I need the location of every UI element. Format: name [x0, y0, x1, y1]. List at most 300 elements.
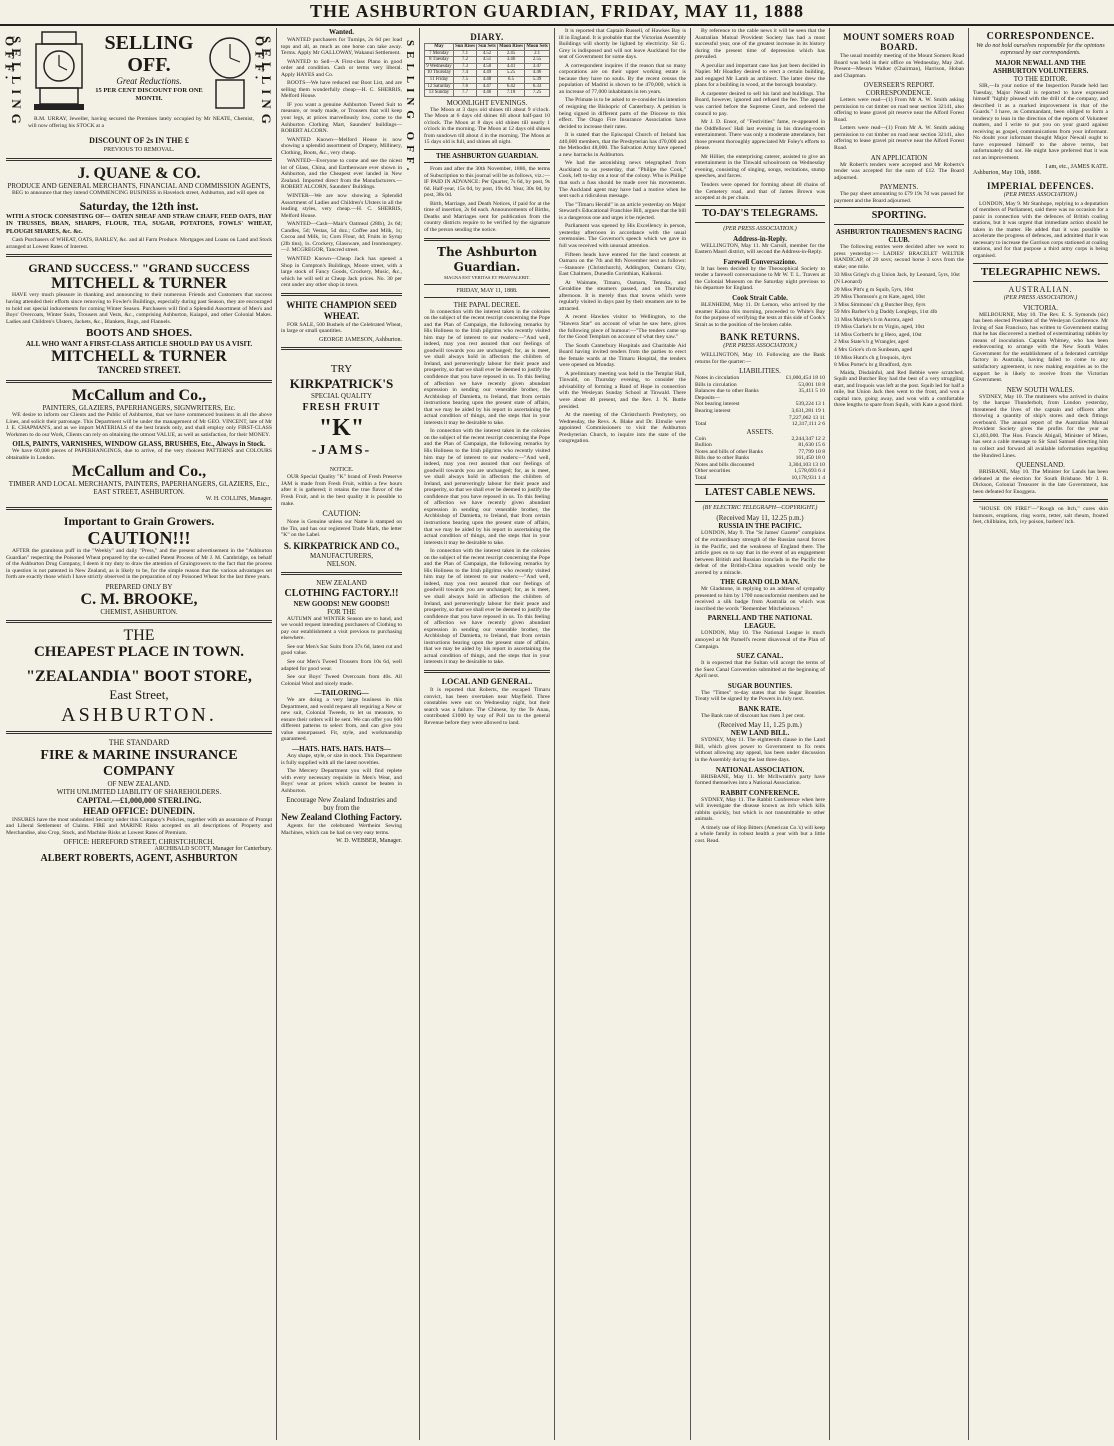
masthead: THE ASHBURTON GUARDIAN, FRIDAY, MAY 11, 1888 — [0, 0, 1114, 26]
bank-row-amount: 161,450 18 0 — [795, 455, 825, 462]
bank-row-amount: 3,304,103 13 10 — [788, 461, 825, 468]
racing-club-heading: ASHBURTON TRADESMEN'S RACING CLUB. — [835, 228, 963, 245]
diary-cell: 4.48 — [477, 76, 498, 83]
column-rule — [419, 28, 420, 1440]
paper-title: The Ashburton Guardian. — [437, 244, 537, 274]
motto: MAGNA EST VERITAS ET PRAEVALEBIT. — [444, 274, 530, 280]
sugar-heading: SUGAR BOUNTIES. — [727, 681, 793, 690]
bank-row-label: Balances due to other Banks — [695, 388, 759, 395]
tancred-street: TANCRED STREET. — [97, 365, 181, 376]
special-quality: SPECIAL QUALITY — [311, 392, 372, 401]
nelson: NELSON. — [326, 559, 357, 568]
bank-row-amount: 81,630 15 6 — [798, 442, 825, 449]
land-bill-body: SYDNEY, May 11. The eighteenth clause in the Land Bill, which gives power to Government to fix rents without allowing any appeal, has been under discussion in the Assembly during the last three days. — [695, 737, 825, 764]
diary-cell: 7.6 — [453, 83, 476, 90]
brooke-chemist: CHEMIST, ASHBURTON. — [100, 607, 178, 616]
see-trousers: See our Men's Tweed Trousers from 10s 6d, well adapted for good wear. — [281, 658, 402, 672]
victoria-heading: VICTORIA. — [1022, 303, 1059, 312]
head-office: HEAD OFFICE: DUNEDIN. — [83, 805, 195, 816]
ensor-entertainment: Mr J. D. Ensor, of "Festivities" fame, re-appeared in the Oddfellows' Hall last evening in his drawing-room entertainment. There was only a moderate attendance, but those present thoroughly appreciated Mr Foley's efforts to please. — [695, 119, 825, 152]
bank-row-amount: 539,224 13 1 — [795, 401, 825, 408]
column-4 — [559, 28, 686, 1438]
column-2 — [281, 28, 402, 1438]
diary-header-cell: Sun Rises — [455, 44, 475, 49]
caution-heading: CAUTION!!! — [87, 527, 191, 548]
wanted-ad-1: WANTED purchasers for Turnips, 2s 6d per load tops and all, as much as one horse can take away. Terms. Apply Mr GALLOWAY, Wakanui Settlement. — [281, 37, 402, 57]
national-assoc-heading: NATIONAL ASSOCIATION. — [715, 765, 805, 774]
of-new-zealand: OF NEW ZEALAND. — [107, 779, 171, 788]
diary-row — [425, 90, 550, 97]
bank-row-label: Deposits— — [695, 394, 721, 401]
russia-heading: RUSSIA IN THE PACIFIC. — [718, 522, 802, 531]
news-item-1: It is reported that Captain Russell, of Hawkes Bay is ill in England. It is probable that the Victorian Assembly Buildings will shortly be lighted by electricity. Sir G. Grey is indisposed and will not leave Auckland for the seat of Government for some days. — [559, 28, 686, 61]
cemetery-tenders: Tenders were opened for forming about 40 chains of the Cemetery road, and that of James Brown was accepted at 4s per chain. — [695, 182, 825, 202]
moonlight-heading: MOONLIGHT EVENINGS. — [446, 98, 528, 107]
diary-cell: 3.47 — [525, 63, 550, 70]
mccallum-subtitle: PAINTERS, GLAZIERS, PAPERHANGERS, SIGNWRITERS, Etc. — [42, 404, 236, 413]
diary-cell: 7.7 — [453, 90, 476, 97]
quane-cash: Cash Purchasers of WHEAT, OATS, BARLEY, &c. and all Farm Produce. Mortgages and Loans on Land and Stock arranged at Lowest Rates of Interest. — [6, 237, 272, 250]
mccallum-title: McCallum and Co., — [71, 387, 207, 405]
timber-merchants: TIMBER AND LOCAL MERCHANTS, PAINTERS, PAPERHANGERS, GLAZIERS, Etc., — [8, 480, 270, 489]
farewell-heading: Farewell Conversazione. — [723, 257, 797, 266]
moonlight-body: The Moon at 3 days old shines till about 9 o'clock. The Moon at 6 days old shines till about half-past 10 o'clock. The Moon at 8 days old shines till nearly 1 o'clock in the morning. The Moon at 12 days old shines from sundown till about 4 in the morning. The Moon at 15 days old is full, and shines all night. — [424, 106, 550, 146]
new-goods: NEW GOODS! NEW GOODS!! — [293, 599, 390, 608]
suez-heading: SUEZ CANAL. — [736, 652, 784, 661]
race-entry: 20 Miss Pitt's g m Squib, 5yrs, 10st — [834, 286, 914, 293]
imperial-defences-heading: IMPERIAL DEFENCES. — [986, 180, 1094, 191]
race-entry: 8 Miss Porter's br g Bradford, 4yrs — [834, 362, 912, 369]
land-bill-heading: NEW LAND BILL. — [730, 729, 790, 738]
albert-roberts: ALBERT ROBERTS, AGENT, ASHBURTON — [40, 852, 238, 864]
suez-body: It is expected that the Sultan will accept the terms of the Suez Canal Convention submitted at the beginning of April next. — [695, 660, 825, 680]
news-item-2: A correspondent inquires if the reason that so many corporations are on their upper working estate is because they have no souls. By the recent census the population of Madrid is shown to be 470,000, which is an increase of 77,000 inhabitants in ten years. — [559, 62, 686, 95]
column-rule — [690, 28, 691, 1440]
side-text-right: SELLING OFF. — [252, 36, 275, 129]
bank-row-label: Bearing interest — [695, 407, 731, 414]
correspondence-note: We do not hold ourselves responsible for the opinions expressed by our correspondents. — [976, 43, 1105, 56]
autumn-text: AUTUMN and WINTER Season are to hand, and we would request intending purchasers of Clothing to pay our establishment a visit previous to purchasing elsewhere. — [281, 615, 402, 642]
diary-cell: 7.5 — [453, 76, 476, 83]
liabilities-table — [695, 375, 825, 427]
nsw-body: SYDNEY, May 10. The mutineers who arrived in chains by the barque Thunderbolt, from London yesterday, threatened the lives of the captain and officers after throwing a quantity of ship's stores and deck fittings overboard. The annual report of the Australian Mutual Provident Society gives the profits for the year as £1,403,000. The Hon. Francis Abigail, Minister of Mines, has sent a cable message to Sir Saul Samuel directing him to collect and forward all available information regarding the Hundred Lines. — [973, 393, 1108, 459]
race-entries — [834, 272, 964, 368]
bank-row-label: Notes and bills of other Banks — [695, 448, 763, 455]
mitchell-title: MITCHELL & TURNER — [51, 275, 227, 293]
tailoring-heading: —TAILORING— — [314, 689, 369, 698]
bank-rate-body: The Bank rate of discount has risen 3 per cent. — [701, 712, 806, 719]
side-text-left: SELLING OFF. — [2, 36, 25, 129]
bank-row-amount: 3,631,281 19 1 — [791, 407, 825, 414]
k-brand: "K" — [318, 415, 365, 442]
diary-cell: 12 Saturday — [425, 83, 454, 90]
great-reductions: Great Reductions. — [116, 76, 182, 86]
clock-illustration — [28, 28, 90, 118]
bank-press: (PER PRESS ASSOCIATION.) — [723, 343, 797, 350]
diary-row — [425, 70, 550, 77]
diary-cell: 7.25 — [525, 90, 550, 97]
news-item-4: It is stated that the Episcopal Church of Ireland has 440,000 members, that the Presbyterian has 470,000 and the Methodist 48,000. The Salvation Army have opened a new barracks in Ashburton. — [559, 132, 686, 158]
nsw-heading: NEW SOUTH WALES. — [1006, 385, 1075, 394]
application-heading: AN APPLICATION — [870, 153, 928, 162]
payments-heading: PAYMENTS. — [879, 183, 919, 192]
column-7 — [973, 28, 1108, 1438]
payments-body: The pay sheet amounting to £79 19s 7d was passed for payment and the Board adjourned. — [834, 191, 964, 204]
race-entry: 3 Miss Simmons' ch g Butcher Boy, 6yrs — [834, 301, 926, 308]
jams-heading: -JAMS- — [311, 443, 372, 459]
mount-somers-heading: MOUNT SOMERS ROAD BOARD. — [843, 32, 955, 52]
diary-cell: 13 Sunday — [425, 90, 454, 97]
diary-header-cell: May — [425, 44, 454, 51]
letter-signature: I am, etc., JAMES KATE. — [1045, 163, 1108, 170]
bank-row-label: Total — [695, 474, 707, 481]
bank-row-amount: 53,001 18 8 — [798, 381, 825, 388]
notice-body: OUR Special Quality "K" brand of Fresh Preserve JAM is made from Fresh Fruit, within a few hours after it is gathered; it retains the true flavor of the Fresh Fruit, and is the best quality it is possible to make. — [281, 474, 402, 507]
column-3 — [424, 28, 550, 1438]
kirkpatrick-heading: KIRKPATRICK'S — [289, 376, 394, 392]
bank-row-label: Bills in circulation — [695, 381, 737, 388]
major-newall-body: SIR,—In your notice of the Inspection Parade held last Tuesday, Major Newall is reported to have expressed himself "highly pleased with the drill of the company, and described it as a marked improvement in that of the Guards." I have, as Commandant, been obliged to form a tendency to lean in the direction of the reports of Volunteer matters, and I write to put you on your guard against receiving as gospel, communications from your informant. No doubt your informant thought Major Newall ought to have expressed himself to the above terms, but unfortunately did not. He might have preferred that it was not an improvement. — [973, 83, 1108, 162]
archibald-scott: ARCHIBALD SCOTT, Manager for Canterbury. — [154, 846, 272, 853]
diary-cell: 2.1 — [525, 50, 550, 57]
diary-cell: 7.1 — [453, 50, 476, 57]
news-item-12: A preliminary meeting was held in the Templar Hall, Tinwald, on Thursday evening, to consider the advisability of forming a Band of Hope in connection with the Wesleyan Sunday School at Tinwald. There were about 40 present, and the Rev. J. N. Buttle presided. — [559, 370, 686, 410]
bank-row-label: Not bearing interest — [695, 401, 740, 408]
diary-cell: 7 Monday — [425, 50, 454, 57]
caution-body: AFTER the gratuitous puff in the "Weekly" and daily "Press," and the present advertisement in the "Ashburton Guardian" respecting the Poisoned Wheat prepared by the so-called Patent Process of Mr J. M. Cambridge, on behalf of the Ashburton Drug Company, I deem it my duty to draw the attention of Graingrowers to the fact that the process in question is not patented in New Zealand, as is likely to be, for the simple reason that the various advantages set forth are exactly those which I have strictly observed in the preparation of my Poisoned Wheat for the last three years. — [6, 547, 272, 581]
amp-society: By reference to the cable news it will be seen that the Australian Mutual Provident Society has had a most successful year, one of the greatest increase in its history during the present time of depression which has prevailed. — [695, 28, 825, 61]
news-item-5: We had the astonishing news telegraphed from Auckland to us yesterday, that "Philipe the Cook," Cook, left to-day on a tour of the colony. Who is Philipe that such a fuss should be made over his movements. The Auckland agent may have had a motive when he sent such a ridiculous message. — [559, 160, 686, 200]
insures-text: INSURES have the most undoubted Security under this Company's Policies, together with an assurance of Prompt and Liberal Settlement of Claims. FIRE and MARINE Risks accepted on all descriptions of Property and Merchandise, also Crop, Stock, and Machine Risks at Lowest Rates of Premium. — [6, 816, 272, 836]
quane-stock: WITH A STOCK CONSISTING OF— OATEN SHEAF AND STRAW CHAFF, FEED OATS, HAY IN TRUSSES, BRAN, SHARPS, FLOUR, TEA, SUGAR, POTATOES, FOWLS' WHEAT, PLOUGH SHARES, &c. &c. — [6, 212, 272, 235]
seed-wheat-body: FOR SALE, 500 Bushels of the Celebrated Wheat, in large or small quantities. — [281, 321, 402, 335]
diary-header-cell: Sun Sets — [478, 44, 496, 49]
diary-row — [425, 57, 550, 64]
grand-success: GRAND SUCCESS." "GRAND SUCCESS — [28, 261, 250, 276]
news-item-7: Parliament was opened by His Excellency in person, yesterday afternoon in accordance with the usual ceremonies. The Governor's speech which we gave in full was received with unusual attention. — [559, 223, 686, 249]
cheapest-place: CHEAPEST PLACE IN TOWN. — [33, 643, 245, 660]
application-body: Mr Robert's tenders were accepted and Mr Roberts's tender was accepted for the sum of £12. The Board adjourned. — [834, 161, 964, 181]
murray-ad-text: R.M. URRAY, Jeweller, having secured the Premises lately occupied by Mr NEATE, Chemist, will now offering his STOCK at a — [28, 116, 254, 129]
news-item-13: At the meeting of the Christchurch Presbytery, on Wednesday, the Revs. A. Blake and Dr. Elmslie were appointed Commissioners to visit the Ashburton Presbyterian Church, to inquire into the state of the congregation. — [559, 412, 686, 445]
racing-body: The following entries were decided after we went to press yesterday:— LADIES' BRACELET WELTER HANDICAP, of 20 sovs; second horse 3 sovs from the stake; one mile. — [834, 244, 964, 270]
notice-heading: NOTICE. — [329, 467, 354, 474]
bank-row-label: Bullion — [695, 442, 712, 449]
selling-off-ad — [2, 28, 275, 136]
news-item-6: The "Timaru Herald" in an article yesterday on Major Steward's Educational Franchise Bill, argues that the bill is a dangerous one and urges it be rejected. — [559, 201, 686, 221]
queensland-heading: QUEENSLAND. — [1016, 461, 1065, 470]
diary-cell: 8 Tuesday — [425, 57, 454, 64]
diary-cell: 7.4 — [453, 70, 476, 77]
news-item-9: At Waimate, Timaru, Oamaru, Temuka, and Geraldine the steamers passed, and on Thursday afternoon. It is merely thus that towns which were regularly visited in days past by their steamers are to be attracted. — [559, 279, 686, 312]
diary-table — [424, 43, 550, 97]
paperhangings-text: We have 60,000 pieces of PAPERHANGINGS, due to arrive, of the very choicest PATTERNS and COLOURS obtainable in London. — [6, 448, 272, 461]
births-notice: Birth, Marriage, and Death Notices, if paid for at the time of insertion, 2s 6d each. Announcements of Births, Deaths and Marriages sent for publication from the country districts require to be verified by the signature of the person sending the notice. — [424, 200, 550, 233]
latest-cable-sub: (BY ELECTRIC TELEGRAPH—COPYRIGHT.) — [702, 505, 818, 512]
australian-press: (PER PRESS ASSOCIATION.) — [1003, 294, 1078, 301]
issue-date: FRIDAY, MAY 11, 1888. — [424, 284, 550, 298]
news-item-11: The South Canterbury Hospitals and Charitable Aid Board having invited tenders from the parties to erect the female wards at the Timaru Hospital, the tenders were opened on Monday. — [559, 342, 686, 369]
diary-cell: 2.45 — [497, 50, 524, 57]
diary-header-cell: Moon Sets — [526, 44, 548, 49]
column-6 — [834, 28, 964, 1438]
selling-off-title: SELLING OFF. — [104, 32, 194, 76]
rough-on-itch-ad: "HOUSE ON FIRE!"—"Rough on Itch," cures skin humours, eruptions, ring worm, tetter, salt rheum, frosted feet, chilblains, itch, ivy poison, barbers' itch. — [973, 506, 1108, 526]
bank-row-label: Notes in circulation — [695, 375, 740, 382]
capital: CAPITAL—£1,000,000 STERLING. — [76, 795, 202, 805]
assets-heading: ASSETS. — [746, 427, 774, 436]
brooke-name: C. M. BROOKE, — [80, 590, 198, 608]
diary-cell: 6.33 — [525, 83, 550, 90]
quane-subtitle: PRODUCE AND GENERAL MERCHANTS, FINANCIAL AND COMMISSION AGENTS, — [7, 182, 271, 190]
diary-cell: 4.41 — [497, 63, 524, 70]
papal-decree-body-2: In connection with the interest taken in the colonies on the subject of the recent rescript concerning the Pope and the Plan of Campaign, the following remarks by His Holiness to the Irish pilgrims who recently visited him may be of interest to our readers:—"And well, indeed, may you rest assured that our feelings of goodwill towards you are unchanged; for, as is meet, we shall always hold in affection the children of Ireland, and perseveringly labour for their peace and prosperity, so that we shall ever be deemed to justify the confidence that you have reposed in us. To this feeling of affection we have recently given abundant expression in sending our venerable brother, the Archbishop of Damietta, to Ireland, that from certain instructions bearing upon the present state of affairs, that we may be aided by his report in ascertaining the actual condition of things, and the steps that in your interests it may be desirable to take. — [424, 428, 550, 546]
national-assoc-body: BRISBANE, May 11. Mr McIlwraith's party have formed themselves into a National Association. — [695, 773, 825, 787]
see-overcoats: See our Boys' Tweed Overcoats from 40s. All Colonial Wool and nicely made. — [281, 674, 402, 687]
diary-cell: 4.51 — [477, 57, 498, 64]
overseer-heading: OVERSEER'S REPORT. — [863, 81, 935, 90]
mccallum-body: WE desire to inform our Clients and the Public of Ashburton, that we have commenced business in all the above Lines, and solicit their patronage. This Department will be under the management of Mr GEO. VINCENT, late of Mr J. E. CHAPMAN'S, and as we import MATERIALS of the best brands only, and shall employ only FIRST-CLASS Workmen to do our Work, Clients can rely on obtaining the utmost VALUE, as well as satisfaction, for their MONEY. — [6, 412, 272, 438]
sugar-body: The "Times" to-day states that the Sugar Bounties Treaty will be signed by the Powers in July next. — [695, 689, 825, 703]
kirkpatrick-co: S. KIRKPATRICK AND CO., — [283, 540, 400, 551]
bank-row-amount: 12,317,111 2 6 — [791, 421, 825, 428]
race-entry: 59 Mrs Barber's b g Daddy Longlegs, 11st 4lb — [834, 309, 938, 316]
wanted-heading: Wanted. — [328, 28, 355, 36]
bank-row-label: Total — [695, 421, 707, 428]
imperial-press: (PER PRESS ASSOCIATION.) — [1003, 191, 1078, 198]
imperial-defences-body: LONDON, May 9. Mr Stanhope, replying to a deputation of members of Parliament, said there was no occasion for a panic in connection with the defences of British coaling stations, but it was urgent that immediate action should be taken in the matter. He added that it was possible to accelerate the progress of defences, and admitted that it was necessary to increase the Garrison corps stationed at coaling stations, and for that purpose a third army corps is being organised. — [973, 200, 1108, 260]
quane-date: Saturday, the 12th inst. — [79, 198, 199, 213]
side-text-col2: SELLING OFF. — [404, 40, 416, 176]
to-the-editor: TO THE EDITOR. — [1013, 75, 1068, 83]
diary-cell: 5.25 — [497, 70, 524, 77]
address-reply-heading: Address-in-Reply. — [733, 234, 787, 243]
see-suits: See our Men's Sac Suits from 37s 6d, latest cut and good value. — [281, 643, 402, 657]
race-entry: 4 Mrs Grice's ch m Sunbeam, aged — [834, 346, 913, 353]
local-general-body: It is reported that Roberts, the escaped Timaru convict, has been overtaken near Mayfield. Three constables were out on Wednesday night, but their search was a failure. The Chinese, by the Te Anau, contributed £1000 by way of Poll tax to the general Revenue before they were allowed to land. — [424, 687, 550, 726]
bank-rate-heading: BANK RATE. — [738, 704, 782, 713]
caution-2-body: None is Genuine unless our Name is stamped on the Tin, and has our registered Trade Mark, the letter "K" on the Label. — [281, 519, 402, 539]
diary-cell: 4.50 — [477, 63, 498, 70]
guardian-terms-heading: THE ASHBURTON GUARDIAN. — [424, 149, 550, 163]
diary-cell: 4.46 — [477, 90, 498, 97]
column-rule — [276, 28, 277, 1440]
cook-strait-body: BLENHEIM, May 11. Dr Lemon, who arrived by the steamer Kaitoa this morning, proceeded to White's Bay for the purpose of verifying the tests at this side of Cook's Strait as to the position of the broken cable. — [695, 301, 825, 328]
bank-intro: WELLINGTON, May 10. Following are the Bank returns for the quarter:— — [695, 352, 825, 365]
wanted-ad-3: BOOTS—We have reduced our Boot List, and are selling them wonderfully cheap—H. C. SHERRIS, Melford House. — [281, 80, 402, 100]
seed-wheat-sign: GEORGE JAMESON, Ashburton. — [318, 336, 402, 343]
east-street-address: EAST STREET, ASHBURTON. — [93, 488, 185, 497]
clothing-factory-heading: CLOTHING FACTORY.!! — [284, 587, 399, 599]
grand-old-man-heading: THE GRAND OLD MAN. — [720, 578, 800, 587]
bank-row-amount: £1,000,454 18 10 — [785, 375, 825, 382]
prepared-only-by: PREPARED ONLY BY — [105, 582, 173, 591]
cook-strait-heading: Cook Strait Cable. — [732, 293, 788, 302]
race-entry: 10 Miss Hunt's ch g Iroquois, 4yrs — [834, 354, 911, 361]
rabbit-body: SYDNEY, May 11. The Rabbit Conference when here will investigate the disease known as itch which kills rabbits quickly, but which is not transmittable to other animals. — [695, 796, 825, 823]
diary-row — [425, 50, 550, 57]
diary-cell: 7.18 — [497, 90, 524, 97]
victoria-body: MELBOURNE, May 10. The Rev. E. S. Symonds (sic) has been elected President of the Wesleyan Conference. Mr Irving of San Francisco, has written to Government stating that he has discovered a method of exterminating rabbits by means of inoculation. Captain Whitney, who has been endeavouring to arrange with the New South Wales Government for the establishment of a federated cartridge factory in Australia, having failed to come to any satisfactory agreement, is now making enquiries as to the support he is likely to receive from the Victorian Government. — [973, 311, 1108, 384]
diary-row — [425, 76, 550, 83]
bank-row-label: Notes and bills discounted — [695, 461, 755, 468]
received-1: (Received May 11, 12.25 p.m.) — [716, 514, 804, 523]
diary-cell: 4.52 — [477, 50, 498, 57]
race-entry: 33 Miss Grieg's ch g Union Jack, by Leonard, 5yrs, 10st (N Leonard) — [834, 272, 960, 286]
bank-row-amount: 77,799 10 8 — [798, 448, 825, 455]
race-entry: 19 Miss Clarke's br m Virgin, aged, 10st — [834, 324, 925, 331]
mercery-body: The Mercery Department you will find replete with every necessary requisite in Men's Wear, and Boys' wear at prices which cannot be beaten in Ashburton. — [281, 768, 402, 794]
bank-row-label: Other securities — [695, 468, 731, 475]
diary-cell: 9 Wednesday — [426, 63, 452, 69]
office-address: OFFICE: HEREFORD STREET, CHRISTCHURCH. — [63, 838, 215, 847]
hats-body: Any shape, style, or size in stock. This Department is fully supplied with all the latest novelties. — [281, 753, 402, 766]
race-entry: 29 Miss Thomson's g m Kate, aged, 10st — [834, 294, 925, 301]
for-the: FOR THE — [327, 607, 356, 616]
grand-old-man-body: Mr Gladstone, in replying to an address of sympathy presented to him by 1700 nonconformist members and he received a silk badge from Australia on which was inscribed the words "Remember Mitchelstown." — [695, 586, 825, 612]
mccallum-title-2: McCallum and Co., — [71, 463, 207, 481]
manufacturers: MANUFACTURERS, — [309, 551, 374, 560]
the-standard: THE STANDARD — [108, 737, 170, 747]
webber-manager: W. D. WEBBER, Manager. — [336, 838, 402, 845]
napier-case: A peculiar and important case has just been decided in Napier. Mr Hoadley desired to erect a certain building, and engaged Mr Lamb as architect. The latter drew the plans for a building in wood, at the borough boundary. — [695, 62, 825, 89]
nz-heading: NEW ZEALAND — [316, 578, 367, 587]
news-item-10: A recent Hawkes visitor to Wellington, to the "Hawera Star" on account of what he saw here, gives the following piece of humour:—"The tenders came up for the Good Templars on account of what they saw." — [559, 314, 686, 341]
race-entry: 14 Miss Corbett's br g Hero, aged, 10st — [834, 331, 922, 338]
russia-body: LONDON, May 9. The "St James' Gazette" complains of the extraordinary strength of the Russian naval forces in the Pacific, and the weakness of England there. The article goes on to say that in the event of an engagement between British and Russian ironclads in the Pacific the defeat of the British-China squadron would only be averted by a miracle. — [695, 530, 825, 576]
clock-illustration-right — [206, 28, 254, 118]
quane-title: J. QUANE & CO. — [77, 165, 201, 182]
zealandia-boot-store: "ZEALANDIA" BOOT STORE, — [26, 667, 252, 685]
letter-date: Ashburton, May 10th, 1888. — [973, 170, 1041, 177]
caution-2-heading: CAUTION: — [322, 509, 361, 519]
papal-decree-heading: THE PAPAL DECREE. — [453, 300, 521, 309]
collins-manager: W. H. COLLINS, Manager. — [205, 496, 272, 503]
parnell-body: LONDON, May 10. The National League is much annoyed at Mr Parnell's recent disavowal of the Plan of Campaign. — [695, 630, 825, 650]
encourage-text: Encourage New Zealand Industries and buy from the — [286, 796, 397, 813]
previous-to-removal: PREVIOUS TO REMOVAL. — [103, 147, 175, 153]
news-item-8: Fifteen heads have entered for the land contests at Oamaru on the 7th and 8th November next as follows:—Stannore (Christchurch), Addington, Oamaru City, East Chalmers, Dunedin Corinthian, Kaikorai. — [559, 251, 686, 278]
local-general-heading: LOCAL AND GENERAL. — [441, 677, 533, 687]
correspondence-heading: CORRESPONDENCE. — [986, 31, 1095, 42]
liabilities-heading: LIABILITIES. — [739, 367, 781, 376]
correspondence-body-2: Letters were read—(1) From Mr A. W. Smith asking permission to cut timber on road near section 32141, also offering to lease gravel pit reserve near the Alford Forest Road. — [834, 125, 964, 152]
column-rule — [968, 28, 969, 1440]
race-entry: 31 Miss Marley's b m Aurora, aged — [834, 316, 913, 323]
diary-heading: DIARY. — [470, 32, 504, 42]
diary-cell: 4.47 — [477, 83, 498, 90]
hop-bitters-ad: A timely use of Hop Bitters (American Co.'s) will keep a whole family in robust health a year with but a little cost. Read. — [695, 824, 825, 844]
farewell-body: It has been decided by the Theosophical Society to tender a farewell conversazione to Mr W. T. L. Travers at the Colonial Museum on the Saturday night previous to his departure for England. — [695, 265, 825, 292]
papal-decree-body-3: In connection with the interest taken in the colonies on the subject of the recent rescript concerning the Pope and the Plan of Campaign, the following remarks by His Holiness to the Irish pilgrims who recently visited him may be of interest to our readers:—"And well, indeed, may you rest assured that our feelings of goodwill towards you are unchanged; for, as is meet, we shall always hold in affection the children of Ireland, and perseveringly labour for their peace and prosperity, so that we shall ever be deemed to justify the confidence that you have reposed in us. To this feeling of affection we have recently given abundant expression in sending our venerable brother, the Archbishop of Damietta, to Ireland, that from certain instructions bearing upon the present state of affairs, that we may be aided by his report in ascertaining the actual condition of things, and the steps that in your interests it may be desirable to take. — [424, 548, 550, 666]
correspondence-body: Letters were read—(1) From Mr A. W. Smith asking permission to cut timber on road near section 32141, also offering to lease gravel pit reserve near the Alford Forest Road. — [834, 97, 964, 123]
all-who-want: ALL WHO WANT A FIRST-CLASS ARTICLE SHOULD PAY US A VISIT. — [25, 340, 253, 349]
guardian-terms-body: From and after the 30th November, 1886, the terms of Subscription to this journal will be as follows, viz.:— IF PAID IN ADVANCE: Per Quarter, 7s 6d, by post, 9s 6d. Half-year, 15s 0d, by post, 19s 0d. Year, 30s 0d, by post, 38s 0d. — [424, 166, 551, 199]
diary-cell: 5.39 — [525, 76, 550, 83]
carpenter-case: A carpenter desired to sell his land and buildings. The Board, however, ignored and refused the fee. The appeal was carried before the Supreme Court, and ordered the council to pay. — [695, 90, 825, 117]
diary-cell: 7.3 — [453, 63, 476, 70]
diary-header-cell: Moon Rises — [499, 44, 523, 49]
wanted-ad-5: WANTED Known—Melford House is now showing a splendid assortment of Drapery, Millinery, Clothing, Boots, &c., very cheap. — [281, 136, 402, 156]
mitchell-title-2: MITCHELL & TURNER — [51, 348, 227, 366]
diary-cell: 2.55 — [525, 57, 550, 64]
diary-cell: 11 Friday — [425, 76, 454, 83]
diary-row — [425, 83, 550, 90]
diary-cell: 6.5 — [497, 76, 524, 83]
try-heading: TRY — [330, 363, 353, 376]
quane-body: BEG to announce that they intend COMMENCING BUSINESS in Havelock street, Ashburton, and will open on — [12, 190, 265, 196]
grain-growers-heading: Important to Grain Growers. — [63, 513, 215, 528]
wanted-ad-2: WANTED to Sell—A First-class Plano in good order and condition. Cash or terms very liberal. Apply HAYES and Co. — [281, 58, 402, 78]
oils-paints: OILS, PAINTS, VARNISHES, WINDOW GLASS, BRUSHES, Etc., Always in Stock. — [12, 440, 266, 449]
wanted-ad-6: WANTED—Everyone to come and see the nicest lot of Glass, China, and Earthenware ever shown in Ashburton, and the Cheapest ever landed in New Zealand. Imported direct from the Manufacturers.—ROBERT ALCORN, Saunders' Buildings. — [281, 158, 402, 191]
parnell-heading: PARNELL AND THE NATIONAL LEAGUE. — [707, 614, 813, 631]
zealandia-east-street: East Street, — [109, 686, 169, 702]
wanted-ad-4: IF you want a genuine Ashburton Tweed Suit to measure, or ready made, or Trousers that will keep your legs, at prices marvellously low, come to the Ashburton Clothing Mart, Saunders' buildings—ROBERT ALCORN. — [281, 101, 402, 135]
discount-line: 15 PER CENT DISCOUNT FOR ONE MONTH. — [95, 87, 203, 102]
bank-row-amount: 1,578,693 6 4 — [794, 468, 825, 475]
wanted-ad-9: WANTED Known—Cheap Jack has opened a Shop in Compton's Buildings, Moore street, with a large stock of Fancy Goods, Crockery, Music, &c., which he will sell at Cheap Jack prices. No. 30 per cent under any other shop in town. — [281, 255, 402, 289]
bank-row-amount: 35,411 5 10 — [798, 388, 825, 395]
rabbit-heading: RABBIT CONFERENCE. — [720, 788, 800, 797]
bank-row-label: Bills due to other Banks — [695, 455, 750, 462]
telegraphic-news-heading: TELEGRAPHIC NEWS. — [973, 263, 1108, 282]
zealandia-ashburton: ASHBURTON. — [61, 703, 217, 726]
column-1 — [2, 28, 275, 1438]
diary-cell: 3.46 — [497, 57, 524, 64]
column-5 — [695, 28, 825, 1438]
bank-row — [695, 475, 825, 482]
australian-heading: AUSTRALIAN. — [1008, 284, 1073, 294]
bank-row-amount: 2,244,347 12 2 — [791, 435, 825, 442]
news-item-3: The Primate is to be asked to re-consider his intention of resigning the Bishopric of Canterbury. A petition is being signed in different parts of the Diocese to this effect. The Otago Fire Insurance Association have decided to increase their rates. — [559, 97, 686, 130]
column-rule — [554, 28, 555, 1440]
unlimited-liability: WITH UNLIMITED LIABILITY OF SHAREHOLDERS. — [56, 787, 222, 796]
mount-somers-body: The usual monthly meeting of the Mount Somers Road Board was held in their office on Wednesday, May 2nd. Present—Messrs Walker (Chairman), Harrison, Hoban and Chapman. — [834, 53, 964, 79]
nz-clothing-factory: New Zealand Clothing Factory. — [281, 812, 402, 823]
diary-row — [425, 63, 550, 70]
race-report: Maida, Disdainful, and Red Bebbie were scratched. Squib and Butcher Boy had the best of a very struggling start, and Iroquois was left at the post. Squib led for half a mile, but Union Jack then went to the front, and won a capital race, going away, and won with a comfortable three lengths to spare from Squib, with Kate a good third. — [834, 369, 964, 409]
hillier-entertainment: Mr Hillier, the enterprising caterer, assisted to give an entertainment in the Tinwald schoolroom on Wednesday evening, consisting of singing, songs, recitations, stump speeches, and farces. — [695, 153, 825, 180]
race-entry: 2 Miss State's b g Wrangler, aged — [834, 339, 909, 346]
seed-wheat-title: WHITE CHAMPION SEED WHEAT. — [286, 299, 397, 321]
todays-telegrams-heading: TO-DAY'S TELEGRAMS. — [695, 205, 825, 223]
diary-cell: 10 Thursday — [425, 70, 454, 77]
received-2: (Received May 11, 1.25 p.m.) — [718, 721, 802, 730]
assets-table — [695, 436, 825, 482]
correspondence-heading-small: CORRESPONDENCE. — [865, 89, 933, 98]
bank-row-amount: 7,227,062 13 11 — [788, 414, 825, 421]
mitchell-body: HAVE very much pleasure in thanking and announcing to their numerous Friends and Customers that success having attended their efforts since removing to Fowler's Buildings, especially during past Season, they are encouraged to hold out special inducements for coming Winter Season. Purchasers will find a Splendid Assortment of Men's and Boys' Overcoats, Winter Suits, Trousers and Vests, &c., comprising Ashburton, Kaiapoi, and other Colonial Makes. Ladies and Children's Ulsters, Jackets, &c., Blankets, Rugs, and Flannels. — [6, 292, 272, 325]
major-newall-heading: MAJOR NEWALL AND THE ASHBURTON VOLUNTEERS. — [992, 59, 1089, 75]
bank-row-amount: 10,178,931 1 4 — [791, 474, 825, 481]
fire-marine-title: FIRE & MARINE INSURANCE COMPANY — [40, 747, 238, 779]
press-assoc: (PER PRESS ASSOCIATION.) — [723, 225, 797, 232]
fresh-fruit: FRESH FRUIT — [302, 402, 381, 414]
diary-cell: 4.49 — [477, 70, 498, 77]
wanted-ad-8: WANTED—Cash—Mair's Oatmeal (28lb), 2s 6d; Candles, 5d; Vestas, 5d doz.; Coffee and Milk, 1s; Cocoa and Milk, 1s; Corn Flour, 4d; Fruits in Syrup (2lb tins), 1s. Crockery, Glassware, and Ironmongery.—J. MCGREGOR, Tancred street. — [281, 221, 402, 254]
boots-and-shoes: BOOTS AND SHOES. — [85, 327, 193, 340]
address-reply-body: WELLINGTON, May 11. Mr Carroll, member for the Eastern Maori district, will second the Address-in-Reply. — [695, 242, 825, 256]
latest-cable-heading: LATEST CABLE NEWS. — [695, 484, 825, 502]
diary-cell: 4.46 — [525, 70, 550, 77]
discount-2s: DISCOUNT OF 2s IN THE £ — [89, 136, 189, 145]
queensland-body: BRISBANE, May 10. The Minister for Lands has been defeated at the election for South Brisbane. Mr J. R. Dickson, Colonial Treasurer in the late Government, has been defeated for Enoggera. — [973, 469, 1108, 495]
diary-cell: 7.2 — [453, 57, 476, 64]
wertheim-agents: Agents for the celebrated Wertheim Sewing Machines, which can be had on very easy terms. — [281, 823, 402, 836]
diary-cell: 6.42 — [497, 83, 524, 90]
the-heading: THE — [123, 626, 155, 644]
